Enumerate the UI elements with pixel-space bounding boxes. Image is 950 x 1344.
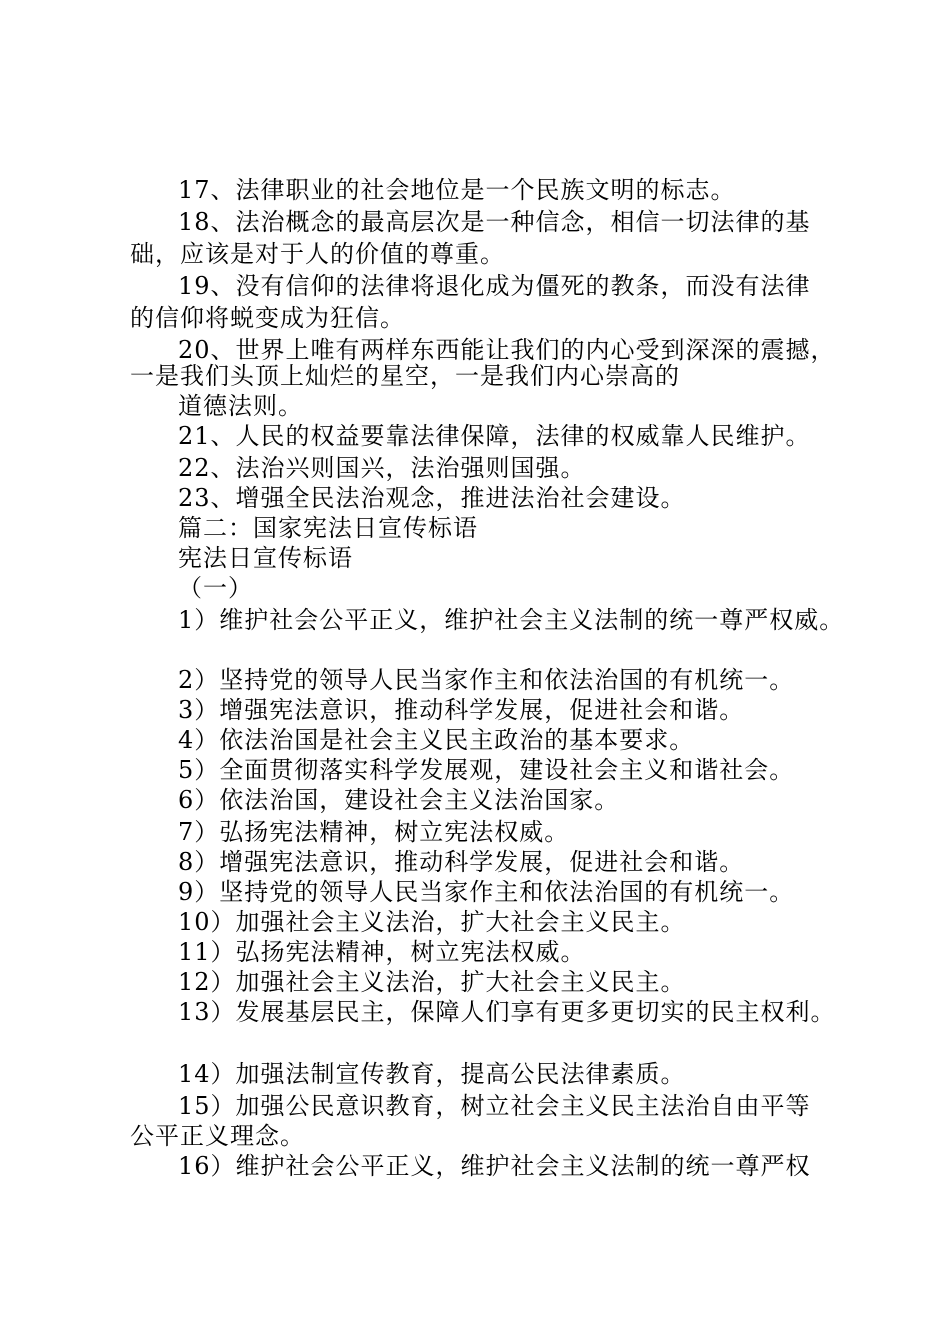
text-line: 14）加强法制宣传教育，提高公民法律素质。 (178, 1060, 686, 1088)
text-line: 21、人民的权益要靠法律保障，法律的权威靠人民维护。 (178, 422, 811, 450)
text-line: 19、没有信仰的法律将退化成为僵死的教条，而没有法律 (178, 272, 811, 300)
text-line: 20、世界上唯有两样东西能让我们的内心受到深深的震撼， (178, 336, 836, 364)
text-line: 11）弘扬宪法精神，树立宪法权威。 (178, 938, 586, 966)
text-line: 道德法则。 (178, 392, 303, 420)
text-line: 10）加强社会主义法治，扩大社会主义民主。 (178, 908, 686, 936)
section-heading: 篇二：国家宪法日宣传标语 (178, 514, 478, 542)
text-line: 4）依法治国是社会主义民主政治的基本要求。 (178, 726, 695, 754)
text-line: 一是我们头顶上灿烂的星空，一是我们内心崇高的 (130, 362, 680, 390)
text-line: 7）弘扬宪法精神，树立宪法权威。 (178, 818, 570, 846)
text-line: 23、增强全民法治观念，推进法治社会建设。 (178, 484, 686, 512)
text-line: 础，应该是对于人的价值的尊重。 (130, 240, 505, 268)
text-line: 8）增强宪法意识，推动科学发展，促进社会和谐。 (178, 848, 745, 876)
text-line: 22、法治兴则国兴，法治强则国强。 (178, 454, 586, 482)
section-subheading: 宪法日宣传标语 (178, 544, 353, 572)
subsection-label: （一） (178, 574, 253, 602)
text-line: 3）增强宪法意识，推动科学发展，促进社会和谐。 (178, 696, 745, 724)
text-line: 1）维护社会公平正义，维护社会主义法制的统一尊严权威。 (178, 606, 845, 634)
text-line: 2）坚持党的领导人民当家作主和依法治国的有机统一。 (178, 666, 795, 694)
text-line: 9）坚持党的领导人民当家作主和依法治国的有机统一。 (178, 878, 795, 906)
text-line: 17、法律职业的社会地位是一个民族文明的标志。 (178, 176, 736, 204)
text-line: 5）全面贯彻落实科学发展观，建设社会主义和谐社会。 (178, 756, 795, 784)
text-line: 18、法治概念的最高层次是一种信念，相信一切法律的基 (178, 208, 811, 236)
text-line: 13）发展基层民主，保障人们享有更多更切实的民主权利。 (178, 998, 836, 1026)
text-line: 15）加强公民意识教育，树立社会主义民主法治自由平等 (178, 1092, 811, 1120)
text-line: 6）依法治国，建设社会主义法治国家。 (178, 786, 620, 814)
text-line: 公平正义理念。 (130, 1122, 305, 1150)
text-line: 的信仰将蜕变成为狂信。 (130, 304, 405, 332)
text-line: 12）加强社会主义法治，扩大社会主义民主。 (178, 968, 686, 996)
text-line: 16）维护社会公平正义，维护社会主义法制的统一尊严权 (178, 1152, 811, 1180)
